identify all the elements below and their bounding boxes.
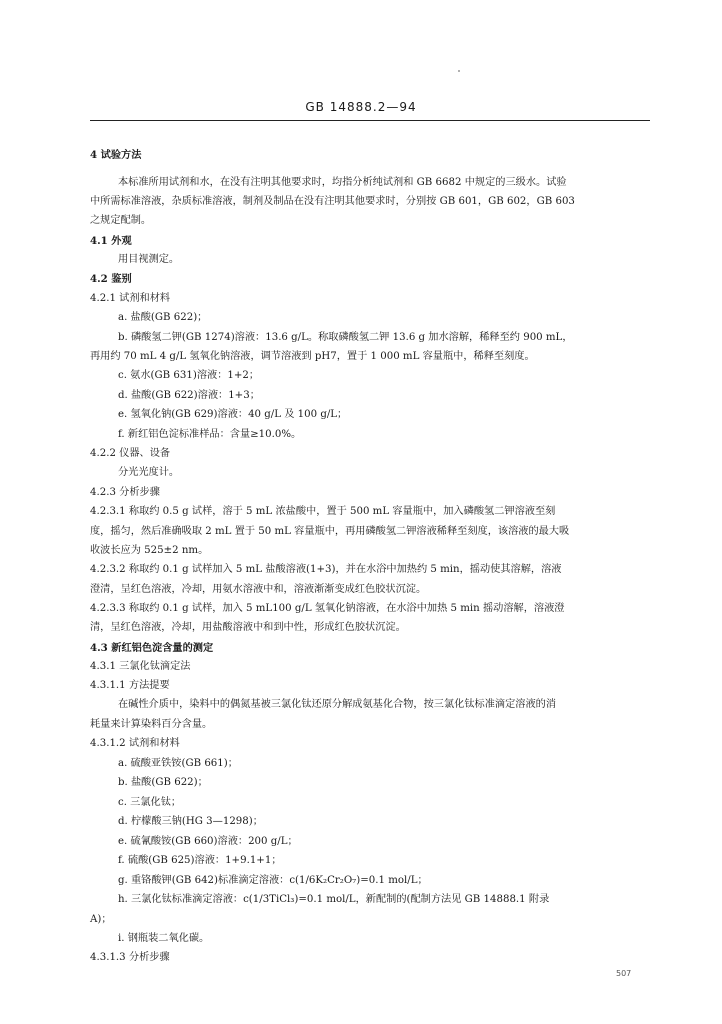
text-line: 4.3.1 三氯化钛滴定法 [90,661,191,672]
text-line: e. 氢氧化钠(GB 629)溶液：40 g/L 及 100 g/L； [118,409,348,420]
text-line: c. 三氯化钛； [118,797,182,808]
text-line: h. 三氯化钛标准滴定溶液：c(1/3TiCl₃)=0.1 mol/L，新配制的(配制方法见 GB 14888.1 附录 [118,894,550,905]
text-line: 之规定配制。 [90,215,152,226]
text-line: 在碱性介质中，染料中的偶氮基被三氯化钛还原分解成氨基化合物，按三氯化钛标准滴定溶液的消 [118,699,557,710]
text-line: 4.2.3 分析步骤 [90,487,160,498]
text-line: b. 盐酸(GB 622)； [118,777,208,788]
text-line: 收波长应为 525±2 nm。 [90,545,209,556]
text-line: 再用约 70 mL 4 g/L 氢氧化钠溶液，调节溶液到 pH7，置于 1 000 mL 容量瓶中，稀释至刻度。 [90,351,535,362]
text-line: 4.2.2 仪器、设备 [90,448,171,459]
text-line: 4.3.1.2 试剂和材料 [90,738,180,749]
text-line: 耗量来计算染料百分含量。 [90,719,213,730]
text-line: c. 氨水(GB 631)溶液：1+2； [118,370,260,381]
text-line: 中所需标准溶液，杂质标准溶液，制剂及制品在没有注明其他要求时，分别按 GB 601，GB 602，GB 603 [90,196,575,207]
section-heading: 4.2 鉴别 [90,273,132,285]
text-line: 度，摇匀，然后准确吸取 2 mL 置于 50 mL 容量瓶中，再用磷酸氢二钾溶液稀释至刻度，该溶液的最大吸 [90,526,570,537]
text-line: i. 钢瓶装二氧化碳。 [118,933,210,944]
section-heading: 4 试验方法 [90,149,142,161]
section-heading: 4.1 外观 [90,235,132,247]
text-line: b. 磷酸氢二钾(GB 1274)溶液：13.6 g/L。称取磷酸氢二钾 13.6 g 加水溶解，稀释至约 900 mL， [118,332,573,343]
header-rule [90,120,650,121]
scan-speck [458,70,460,72]
text-line: g. 重铬酸钾(GB 642)标准滴定溶液：c(1/6K₂Cr₂O₇)=0.1 mol/L； [118,875,428,886]
text-line: d. 盐酸(GB 622)溶液：1+3； [118,390,260,401]
text-line: A)； [90,914,112,925]
text-line: 本标准所用试剂和水，在没有注明其他要求时，均指分析纯试剂和 GB 6682 中规定的三级水。试验 [118,177,567,188]
text-line: 4.2.1 试剂和材料 [90,293,171,304]
text-line: 4.2.3.3 称取约 0.1 g 试样，加入 5 mL100 g/L 氢氧化钠溶液，在水浴中加热 5 min 摇动溶解，溶液澄 [90,603,565,614]
text-line: 分光光度计。 [118,467,180,478]
text-line: e. 硫氰酸铵(GB 660)溶液：200 g/L； [118,836,298,847]
text-line: 清，呈红色溶液，冷却，用盐酸溶液中和到中性，形成红色胶状沉淀。 [90,622,406,633]
text-line: 4.3.1.1 方法提要 [90,680,170,691]
text-line: a. 硫酸亚铁铵(GB 661)； [118,758,238,769]
text-line: 澄清，呈红色溶液，冷却，用氨水溶液中和，溶液渐渐变成红色胶状沉淀。 [90,584,427,595]
text-line: f. 新红铝色淀标准样品：含量≥10.0%。 [118,429,302,440]
text-line: a. 盐酸(GB 622)； [118,312,208,323]
text-line: f. 硫酸(GB 625)溶液：1+9.1+1； [118,855,282,866]
page-number: 507 [616,969,632,978]
page-header: GB 14888.2—94 [305,100,417,114]
section-heading: 4.3 新红铝色淀含量的测定 [90,642,214,654]
text-line: 4.2.3.1 称取约 0.5 g 试样，溶于 5 mL 浓盐酸中，置于 500 mL 容量瓶中，加入磷酸氢二钾溶液至刻 [90,506,556,517]
text-line: 4.3.1.3 分析步骤 [90,952,170,963]
text-line: 用目视测定。 [118,254,180,265]
text-line: d. 柠檬酸三钠(HG 3—1298)； [118,816,263,827]
text-line: 4.2.3.2 称取约 0.1 g 试样加入 5 mL 盐酸溶液(1+3)，并在水浴中加热约 5 min，摇动使其溶解，溶液 [90,564,562,575]
